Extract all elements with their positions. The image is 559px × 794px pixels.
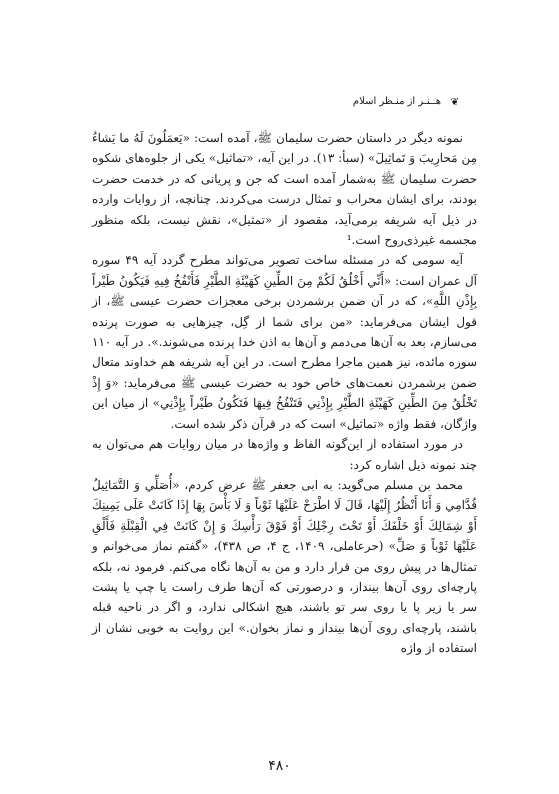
paragraph-3: در مورد استفاده از این‌گونه الفاظ و واژه‌ها در میان روایات هم می‌توان به چند نمونه ذیل اشاره کرد:: [92, 437, 477, 472]
running-header: [0, 96, 559, 116]
running-title: هـ‌ـنـر از منـظر اسلام: [352, 96, 441, 107]
main-text: [92, 128, 477, 659]
paragraph-4: محمد بن مسلم می‌گوید: به ابی جعفر ﷺ عرض کردم، «أُصَلِّي وَ التَّمَاثِيلُ قُدَّامِي وَ أَنَا أَنْظُرُ إِلَيْهَا، قَالَ لَا اطْرَحْ عَلَيْهَا ثَوْباً وَ لَا بَأْسَ بِهَا إِذَا كَانَتْ عَلَى يَمِينِكَ أَوْ شِمَالِكَ أَوْ خَلْفَكَ أَوْ تَحْتَ رِجْلِكَ أَوْ فَوْقَ رَأْسِكَ وَ إِنْ كَانَتْ فِي الْقِبْلَةِ فَأَلْقِ عَلَيْهَا ثَوْباً وَ صَلِّ» (حرعاملی، ۱۴۰۹، ج ۴، ص ۴۳۸)، «گفتم نماز می‌خوانم و تمثال‌ها در پیش روی من قرار دارد و من به آن‌ها نگاه می‌کنم. فرمود نه، بلکه پارچه‌ای روی آن‌ها بینداز، و درصورتی که آن‌ها طرف راست یا چپ یا پشت سر یا زیر پا یا روی سر تو باشند، هیچ اشکالی ندارد، و اگر در ناحیه قبله باشند، پارچه‌ای روی آن‌ها بینداز و نماز بخوان.» این روایت به خوبی نشان از استفاده از واژه: [92, 477, 478, 656]
page-number: ۴۸۰: [268, 758, 291, 774]
ornament-icon: ❦: [450, 97, 459, 108]
paragraph-2: آیه سومی که در مسئله ساخت تصویر می‌تواند مطرح گردد آیه ۴۹ سوره آل عمران است: «أَنِّي أَخْلُقُ لَكُمْ مِنَ الطِّينِ كَهَيْئَةِ الطَّيْرِ فَأَنْفُخُ فِيهِ فَيَكُونُ طَيْراً بِإِذْنِ اللَّهِ»، که در آن ضمن برشمردن برخی معجزات حضرت عیسی ﷺ، از قول ایشان می‌فرماید: «من برای شما از گِل، چیزهایی به صورت پرنده می‌سازم، بعد به آن‌ها می‌دمم و آن‌ها به اذن خدا پرنده می‌شوند.». در آیه ۱۱۰ سوره مائده، نیز همین ماجرا مطرح است. در این آیه شریفه هم خداوند متعال ضمن برشمردن نعمت‌های خاص خود به حضرت عیسی ﷺ می‌فرماید: «وَ إِذْ تَخْلُقُ مِنَ الطِّينِ كَهَيْئَةِ الطَّيْرِ بِإِذْنِي فَتَنْفُخُ فِيهَا فَتَكُونُ طَيْراً بِإِذْنِي» از میان این واژگان، فقط واژه «تماثیل» است که در قرآن ذکر شده است.: [92, 253, 477, 431]
paragraph-1: نمونه دیگر در داستان حضرت سلیمان ﷺ، آمده است: «یَعمَلُونَ لَهُ ما یَشاءُ مِن مَحارِیبَ وَ تَماثِیلَ» (سبأ: ۱۳). در این آیه، «تماثیل» یکی از جلوه‌های شکوه حضرت سلیمان ﷺ به‌شمار آمده است که جن و پریانی که در خدمت حضرت بودند، برای ایشان محراب و تمثال درست می‌کردند. چنانچه، از روایات وارده در ذیل آیه شریفه برمی‌آید، مقصود از «تمثیل»، نقش نیست، بلکه منظور مجسمه غیرذی‌روح است.¹: [92, 131, 478, 248]
